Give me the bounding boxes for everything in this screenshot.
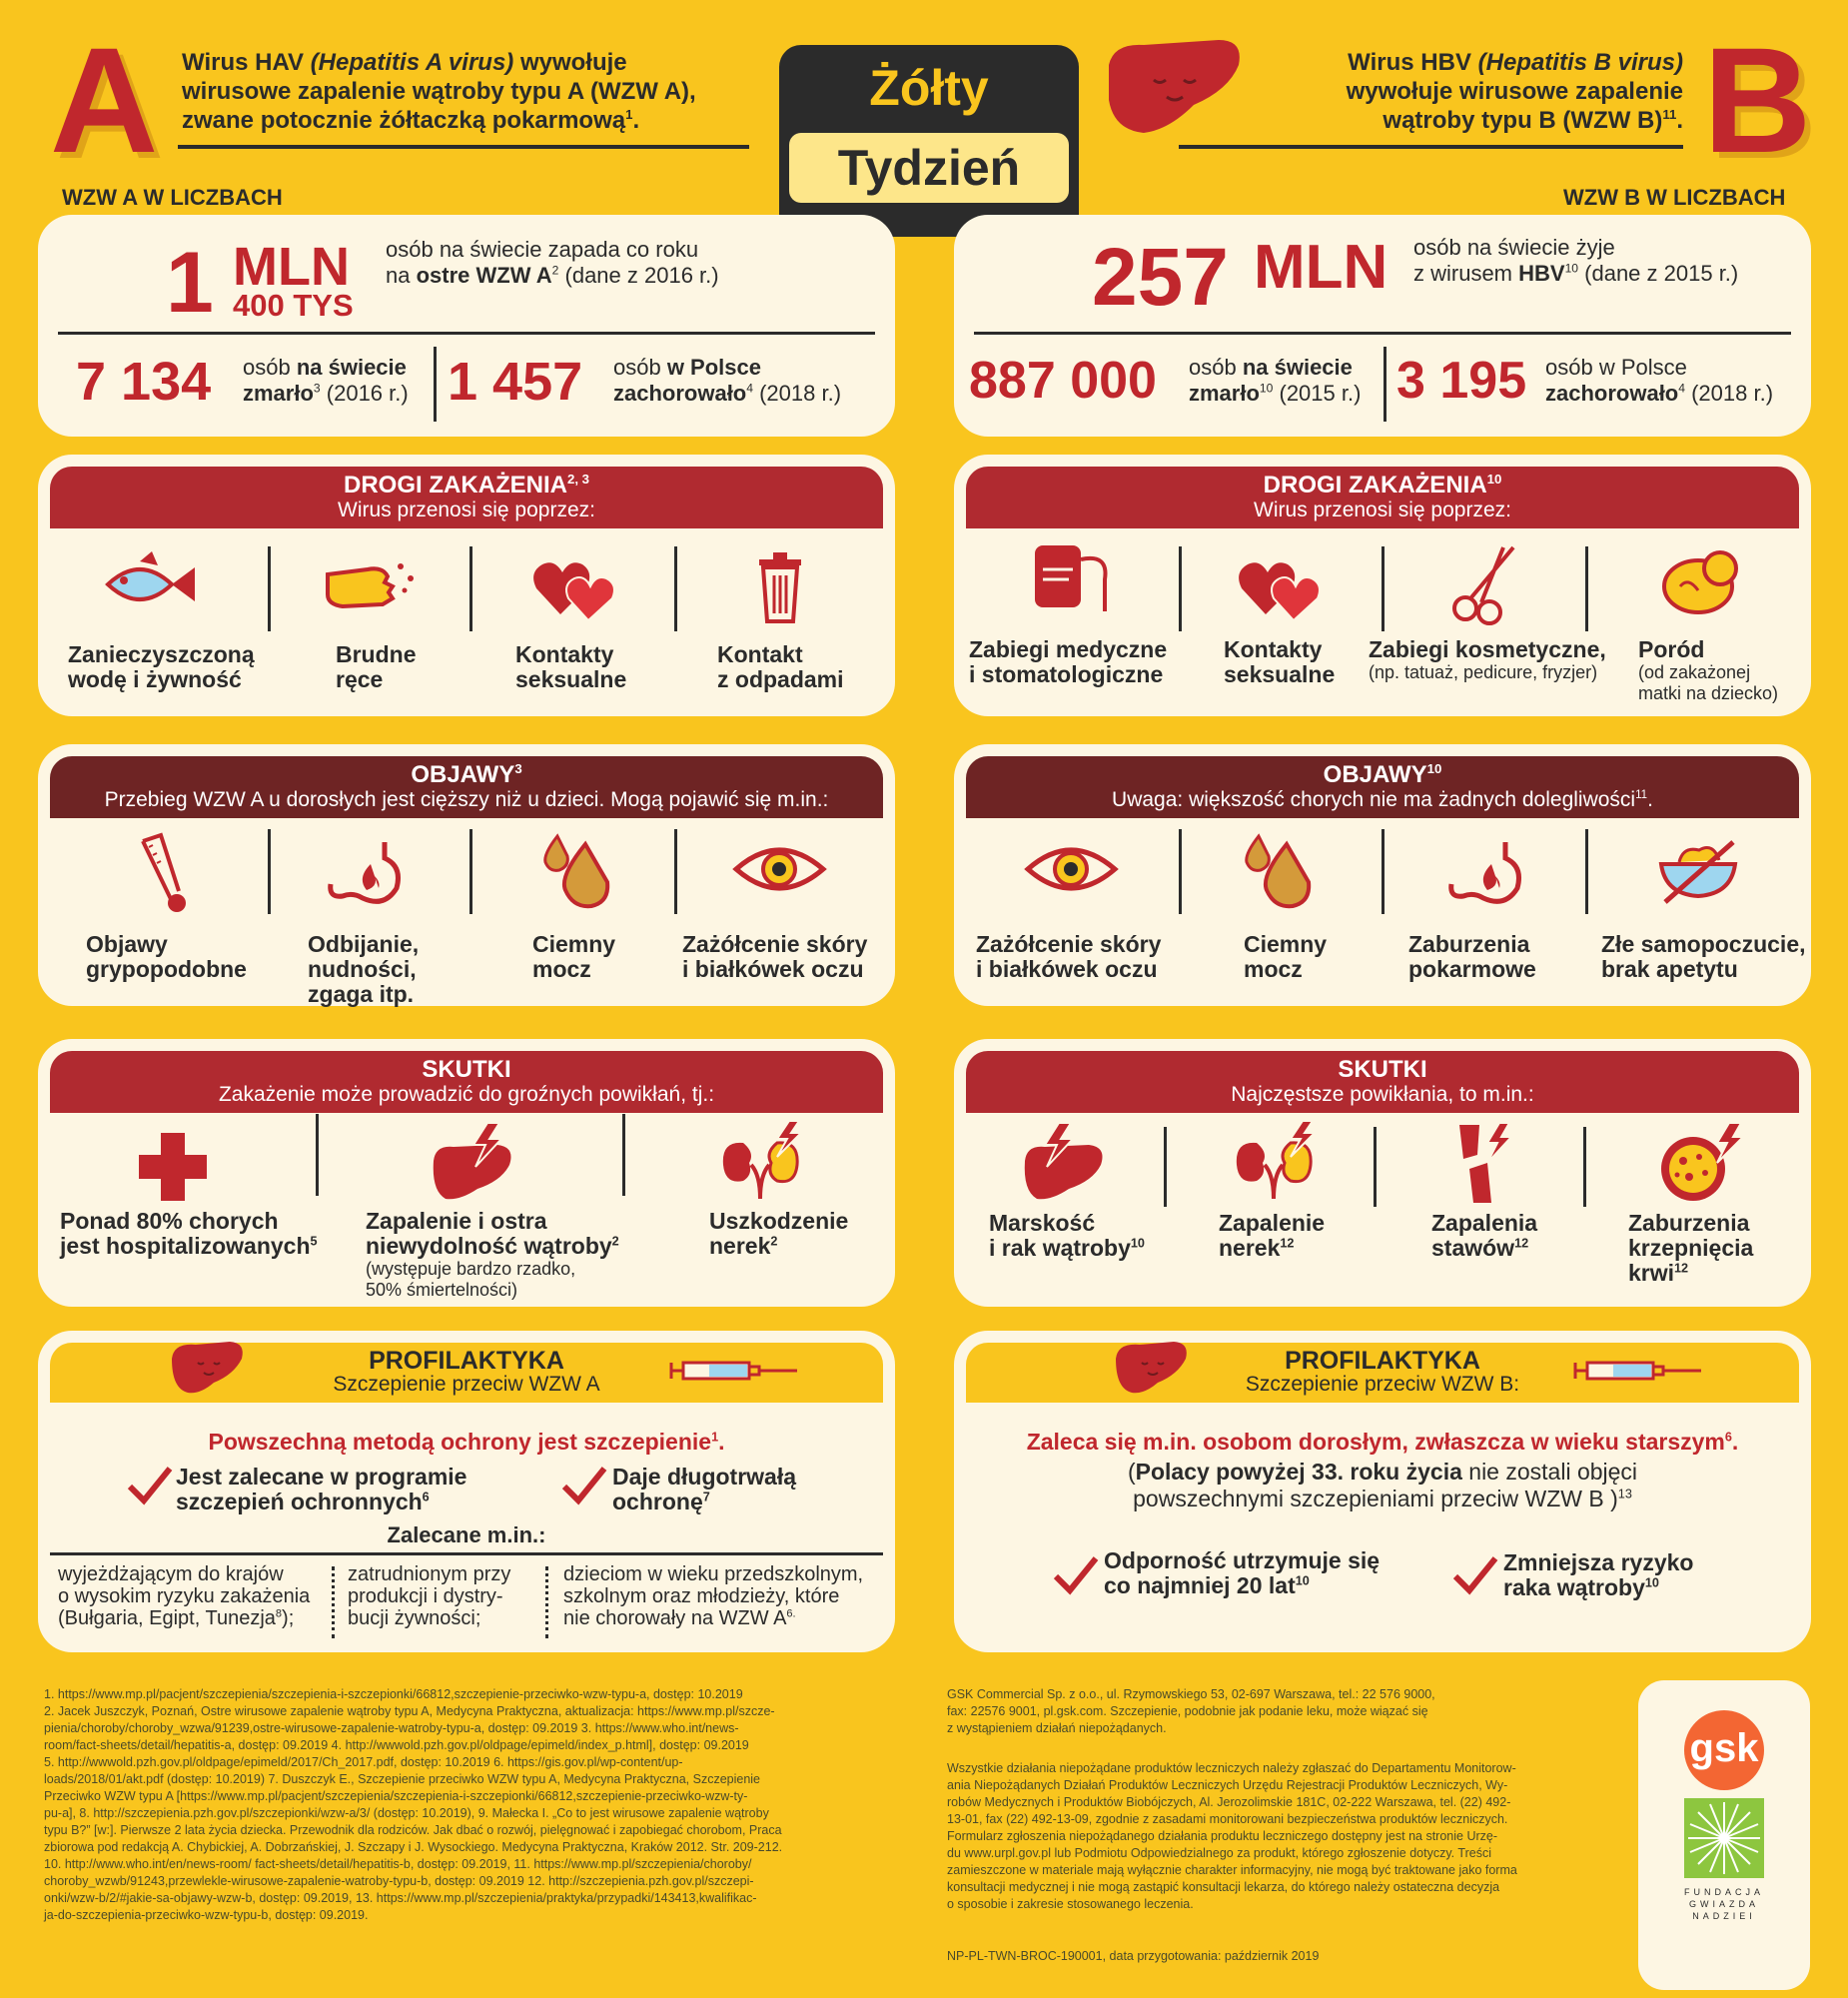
intro-hav: Wirus HAV (Hepatitis A virus) wywołuje wirusowe zapalenie wątroby typu A (WZW A), zwane potocznie żółtaczką pokarmową$^1$.	[182, 49, 696, 134]
syringe-icon	[669, 1353, 799, 1389]
blood-bag-icon	[1029, 539, 1119, 619]
header-rule-left	[178, 145, 749, 149]
refs-line: choroby_wzwb/91243,przewlekle-wirusowe-zapalenie-watroby-typu-b, dostęp: 09.2019 12. http://szczepienia.pzh.gov.pl/szczepi-	[44, 1874, 754, 1888]
routes-a-subtitle: Wirus przenosi się poprzez:	[338, 499, 595, 521]
kidneys-icon	[1229, 1119, 1329, 1204]
prevention-b-subtitle: Szczepienie przeciw WZW B:	[1245, 1373, 1520, 1396]
divider	[622, 1114, 625, 1196]
prevention-b-headline: Zaleca się m.in. osobom dorosłym, zwłaszcza w wieku starszym$^6$.	[1026, 1429, 1739, 1455]
route-a-label-1: Zanieczyszczoną wodę i żywność	[68, 641, 255, 692]
route-a-label-2: Brudne ręce	[336, 641, 417, 692]
blood-cell-icon	[1653, 1121, 1753, 1206]
effect-b-label-1: Marskość i rak wątroby$^{10}$	[989, 1210, 1145, 1261]
stat-a-deaths-number: 7 134	[76, 352, 212, 412]
adverse-events-notice	[947, 1760, 1606, 1913]
medical-cross-icon	[133, 1127, 213, 1207]
stats-a-divider	[58, 332, 875, 335]
prevention-a-rule	[50, 1552, 883, 1555]
symptoms-b-band: OBJAWY$^{10}$ Uwaga: większość chorych nie ma żadnych dolegliwości$^{11}$.	[966, 756, 1799, 818]
syringe-icon	[1573, 1353, 1703, 1389]
eye-icon	[732, 839, 827, 899]
symptoms-a-title: OBJAWY	[411, 761, 515, 788]
title-top: Żółty	[869, 60, 989, 116]
effects-b-subtitle: Najczęstsze powikłania, to m.in.:	[1231, 1083, 1534, 1106]
hearts-icon	[1236, 554, 1326, 624]
divider	[332, 1566, 335, 1638]
no-food-bowl-icon	[1653, 836, 1743, 906]
divider	[316, 1114, 319, 1196]
effect-b-label-3: Zapalenia stawów$^{12}$	[1431, 1210, 1538, 1261]
prevention-b-title: PROFILAKTYKA	[1285, 1347, 1480, 1375]
symptom-a-label-2: Odbijanie, nudności, zgaga itp.	[308, 931, 420, 1007]
drops-icon	[1239, 832, 1319, 912]
logos-card	[1638, 1680, 1810, 1990]
scissors-icon	[1443, 542, 1523, 627]
divider	[268, 829, 271, 914]
letter-b: B	[1703, 16, 1812, 184]
adverse-line: zamieszczone w materiale mają wyłącznie charakter informacyjny, nie mogą być traktowane jako forma	[947, 1863, 1517, 1877]
title-bottom: Tydzień	[789, 133, 1069, 203]
routes-b-subtitle: Wirus przenosi się poprzez:	[1254, 499, 1511, 521]
liver-mascot-icon	[1112, 1337, 1192, 1397]
liver-lightning-icon	[1019, 1121, 1119, 1206]
trash-can-icon	[755, 549, 805, 624]
divider	[1585, 546, 1588, 631]
company-line: GSK Commercial Sp. z o.o., ul. Rzymowskiego 53, 02-697 Warszawa, tel.: 22 576 9000,	[947, 1687, 1435, 1701]
fundacja-logo-icon	[1684, 1798, 1764, 1878]
stat-b-deaths-number: 887 000	[969, 352, 1157, 410]
checkmark-icon	[1052, 1552, 1100, 1596]
divider	[469, 546, 472, 631]
stomach-icon	[1443, 836, 1533, 911]
symptom-b-label-2: Ciemny mocz	[1244, 931, 1328, 982]
stats-card-a	[38, 215, 895, 437]
prevention-a-recommended: Zalecane m.in.:	[387, 1522, 546, 1547]
adverse-line: 13-01, fax (22) 492-13-09, zgodnie z zasadami monitorowani bezpieczeństwa produktów leczniczych.	[947, 1812, 1508, 1826]
stats-card-b	[954, 215, 1811, 437]
liver-lightning-icon	[428, 1121, 527, 1206]
symptoms-card-a	[38, 744, 895, 1006]
effect-a-label-3: Uszkodzenie nerek$^2$	[709, 1208, 849, 1259]
effects-card-a	[38, 1039, 895, 1307]
prevention-b-note: (Polacy powyżej 33. roku życia nie zostali objęci powszechnymi szczepieniami przeciw WZW B )$^{13}$	[1127, 1459, 1638, 1511]
stat-b-poland-number: 3 195	[1396, 352, 1527, 410]
prevention-a-headline: Powszechną metodą ochrony jest szczepienie$^1$.	[208, 1429, 725, 1455]
divider	[674, 829, 677, 914]
divider	[545, 1566, 548, 1638]
divider	[469, 829, 472, 914]
document-code: NP-PL-TWN-BROC-190001, data przygotowania: październik 2019	[947, 1949, 1320, 1963]
effects-a-title: SKUTKI	[422, 1056, 511, 1083]
routes-card-b	[954, 455, 1811, 716]
symptoms-card-b	[954, 744, 1811, 1006]
divider	[1583, 1127, 1586, 1207]
effects-b-band	[966, 1051, 1799, 1113]
refs-line: Przeciwko WZW typu A [https://www.mp.pl/pacjent/szczepienia/szczepienia-i-szczepionki/66812,szczepienie-przeciwko-wzw-ty-	[44, 1789, 748, 1803]
eye-icon	[1024, 839, 1119, 899]
refs-line: pu-a], 8. http://szczepienia.pzh.gov.pl/szczepionki/wzw-a/3/ (dostęp: 10.2019), 9. Małecka I. „Co to jest wirusowe zapalenie wątroby	[44, 1806, 769, 1820]
symptoms-b-subtitle: Uwaga: większość chorych nie ma żadnych dolegliwości$^{11}$.	[1112, 788, 1653, 811]
joint-icon	[1443, 1119, 1523, 1209]
routes-a-title: DROGI ZAKAŻENIA	[344, 472, 567, 499]
route-b-label-1: Zabiegi medyczne i stomatologiczne	[969, 636, 1168, 687]
letter-a: A	[50, 16, 159, 184]
hearts-icon	[530, 554, 620, 624]
refs-line: loads/2018/01/akt.pdf (dostęp: 10.2019) 7. Duszczyk E., Szczepienie przeciwko WZW typu A, Medycyna Praktyczna, Szczepienie	[44, 1772, 761, 1786]
divider	[1585, 829, 1588, 914]
route-a-label-4: Kontakt z odpadami	[717, 641, 844, 692]
routes-b-band: DROGI ZAKAŻENIA$^{10}$ Wirus przenosi się poprzez:	[966, 467, 1799, 528]
stat-a-main-unit: MLN	[233, 237, 350, 297]
symptoms-b-title: OBJAWY	[1323, 761, 1427, 788]
checkmark-icon	[560, 1463, 608, 1506]
divider	[1179, 546, 1182, 631]
symptoms-a-subtitle: Przebieg WZW A u dorosłych jest cięższy niż u dzieci. Mogą pojawić się m.in.:	[104, 788, 829, 811]
divider	[1382, 829, 1385, 914]
routes-card-a	[38, 455, 895, 716]
prevention-a-list-2: zatrudnionym przy produkcji i dystry- bucji żywności;	[348, 1563, 511, 1629]
kidneys-icon	[715, 1119, 815, 1204]
adverse-line: robów Medycznych i Produktów Biobójczych, Al. Jerozolimskie 181C, 02-222 Warszawa, tel. (22) 492-	[947, 1795, 1511, 1809]
stats-b-vdivider	[1384, 347, 1386, 422]
baby-icon	[1658, 546, 1748, 616]
prevention-card-b	[954, 1331, 1811, 1652]
symptom-b-label-3: Zaburzenia pokarmowe	[1408, 931, 1536, 982]
stats-b-divider	[974, 332, 1791, 335]
stat-a-poland-text: osób w Polsce zachorowało$^4$ (2018 r.)	[613, 355, 842, 406]
stat-a-main-number: 1	[166, 235, 214, 331]
effect-a-label-2: Zapalenie i ostra niewydolność wątroby$^2$ (występuje bardzo rzadko, 50% śmiertelności)	[366, 1208, 619, 1300]
stat-b-main-text: osób na świecie żyje z wirusem HBV$^{10}$ (dane z 2015 r.)	[1413, 235, 1739, 286]
checkmark-icon	[1451, 1552, 1499, 1596]
effects-b-title: SKUTKI	[1338, 1056, 1427, 1083]
stat-b-main-number: 257	[1092, 232, 1229, 323]
refs-line: 1. https://www.mp.pl/pacjent/szczepienia/szczepienia-i-szczepionki/66812,szczepienie-przeciwko-wzw-typu-a, dostęp: 10.2019	[44, 1687, 743, 1701]
divider	[268, 546, 271, 631]
route-a-label-3: Kontakty seksualne	[515, 641, 627, 692]
company-line: z wystąpieniem działań niepożądanych.	[947, 1721, 1167, 1735]
effects-card-b	[954, 1039, 1811, 1307]
gsk-logo: gsk	[1684, 1710, 1764, 1790]
effects-a-band	[50, 1051, 883, 1113]
adverse-line: du www.urpl.gov.pl lub Podmiotu Odpowiedzialnego za produkt, którego zgłoszenie dotyczy. Treści	[947, 1846, 1491, 1860]
stats-a-vdivider	[434, 347, 437, 422]
company-line: fax: 22576 9001, pl.gsk.com. Szczepienie, podobnie jak podanie leku, może wiązać się	[947, 1704, 1428, 1718]
intro-hbv: Wirus HBV (Hepatitis B virus) wywołuje wirusowe zapalenie wątroby typu B (WZW B)$^{11}$.	[1346, 49, 1683, 134]
adverse-line: Wszystkie działania niepożądane produktów leczniczych należy zgłaszać do Departamentu Monitorow-	[947, 1761, 1516, 1775]
stat-b-main-unit: MLN	[1254, 233, 1388, 302]
divider	[1382, 546, 1385, 631]
refs-line: room/fact-sheets/detail/hepatitis-a, dostęp: 09.2019 4. http://wwwold.pzh.gov.pl/oldpage/epimeld/index_p.html], dostęp: 09.2019	[44, 1738, 749, 1752]
effect-b-label-4: Zaburzenia krzepnięcia krwi$^{12}$	[1628, 1210, 1754, 1286]
adverse-line: Formularz zgłoszenia niepożądanego działania produktu leczniczego dostępny jest na stronie Urzę-	[947, 1829, 1498, 1843]
divider	[1374, 1127, 1377, 1207]
symptom-a-label-3: Ciemny mocz	[532, 931, 616, 982]
refs-line: pienia/choroby/choroby_wzwa/91239,ostre-wirusowe-zapalenie-watroby-typu-a, dostęp: 09.2019 3. https://www.who.int/news-	[44, 1721, 739, 1735]
prevention-b-check-2: Zmniejsza ryzyko raka wątroby$^{10}$	[1503, 1549, 1694, 1600]
dirty-hand-icon	[323, 554, 423, 614]
refs-line: 10. http://www.who.int/en/news-room/ fact-sheets/detail/hepatitis-b, dostęp: 09.2019, 11. https://www.mp.pl/szczepienia/choroby/	[44, 1857, 752, 1871]
prevention-card-a	[38, 1331, 895, 1652]
section-label-b: WZW B W LICZBACH	[1563, 185, 1786, 210]
stat-b-deaths-text: osób na świecie zmarło$^{10}$ (2015 r.)	[1189, 355, 1362, 406]
symptom-b-label-4: Złe samopoczucie, brak apetytu	[1601, 931, 1806, 982]
refs-line: zbiorowa pod redakcją A. Chybickiej, A. Dobrzańskiej, J. Szczapy i J. Wysockiego. Medycyna Praktyczna, Kraków 2012. Str. 209-212.	[44, 1840, 783, 1854]
prevention-a-check-2: Daje długotrwałą ochronę$^7$	[612, 1464, 797, 1514]
fundacja-logo-text: FUNDACJA GWIAZDA NADZIEI	[1683, 1887, 1764, 1921]
stat-a-main-sub: 400 TYS	[233, 288, 354, 323]
refs-line: 2. Jacek Juszczyk, Poznań, Ostre wirusowe zapalenie wątroby typu A, Medycyna Praktyczna, aktualizacja: https://www.mp.pl/szcze-	[44, 1704, 775, 1718]
route-b-label-2: Kontakty seksualne	[1224, 636, 1336, 687]
refs-line: typu B?” [w:]. Pierwsze 2 lata życia dziecka. Przewodnik dla rodziców. Jak dbać o rozwój, pielęgnować i zapobiegać chorobom, Praca	[44, 1823, 782, 1837]
symptoms-a-band: OBJAWY$^3$ Przebieg WZW A u dorosłych jest cięższy niż u dzieci. Mogą pojawić się m.in.:	[50, 756, 883, 818]
divider	[1179, 829, 1182, 914]
section-label-a: WZW A W LICZBACH	[62, 185, 283, 210]
thermometer-icon	[133, 829, 193, 914]
stat-b-poland-text: osób w Polsce zachorowało$^4$ (2018 r.)	[1545, 355, 1774, 406]
refs-line: ja-do-szczepienia-przeciwko-wzw-typu-b, dostęp: 09.2019.	[44, 1908, 369, 1922]
route-b-label-4: Poród (od zakażonej matki na dziecko)	[1638, 636, 1779, 703]
stomach-icon	[323, 836, 413, 911]
effect-a-label-1: Ponad 80% chorych jest hospitalizowanych$^5$	[60, 1208, 318, 1259]
prevention-a-list-1: wyjeżdżającym do krajów o wysokim ryzyku zakażenia (Bułgaria, Egipt, Tunezja$^8$);	[58, 1563, 311, 1629]
divider	[1164, 1127, 1167, 1207]
routes-b-title: DROGI ZAKAŻENIA	[1263, 472, 1487, 499]
adverse-line: o sposobie i zakresie stosowanego leczenia.	[947, 1897, 1194, 1911]
company-info	[947, 1686, 1606, 1737]
symptom-b-label-1: Zażółcenie skóry i białkówek oczu	[976, 931, 1162, 982]
stat-a-poland-number: 1 457	[448, 352, 583, 412]
title-badge	[779, 45, 1079, 237]
symptom-a-label-4: Zażółcenie skóry i białkówek oczu	[682, 931, 868, 982]
refs-line: onki/wzw-b/2/#jakie-sa-objawy-wzw-b, dostęp: 09.2019, 13. https://www.mp.pl/szczepienia/praktyka/przypadki/143413,kwalifikac-	[44, 1891, 757, 1905]
symptom-a-label-1: Objawy grypopodobne	[86, 931, 247, 982]
adverse-line: ania Niepożądanych Działań Produktów Leczniczych Urzędu Rejestracji Produktów Leczniczych, Wy-	[947, 1778, 1508, 1792]
fish-icon	[100, 549, 200, 619]
liver-mascot-icon	[168, 1337, 248, 1397]
routes-a-band: DROGI ZAKAŻENIA$^{2, 3}$ Wirus przenosi się poprzez:	[50, 467, 883, 528]
refs-line: 5. http://wwwold.pzh.gov.pl/oldpage/epimeld/2017/Ch_2017.pdf, dostęp: 10.2019 6. https://gis.gov.pl/wp-content/up-	[44, 1755, 683, 1769]
prevention-a-subtitle: Szczepienie przeciw WZW A	[333, 1373, 600, 1396]
prevention-b-check-1: Odporność utrzymuje się co najmniej 20 lat$^{10}$	[1104, 1547, 1381, 1598]
header-rule-right	[1179, 145, 1683, 149]
prevention-a-check-1: Jest zalecane w programie szczepień ochronnych$^6$	[176, 1464, 467, 1514]
adverse-line: konsultacji medycznej i nie mogą zastąpić konsultacji lekarza, do którego należy ostateczna decyzja	[947, 1880, 1500, 1894]
references	[44, 1686, 903, 1924]
effect-b-label-2: Zapalenie nerek$^{12}$	[1219, 1210, 1326, 1261]
route-b-label-3: Zabiegi kosmetyczne, (np. tatuaż, pedicure, fryzjer)	[1369, 636, 1606, 682]
prevention-a-list-3: dzieciom w wieku przedszkolnym, szkolnym oraz młodzieży, które nie chorowały na WZW $A^{6.}$	[563, 1563, 864, 1629]
checkmark-icon	[126, 1463, 174, 1506]
stat-a-deaths-text: osób na świecie zmarło$^3$ (2016 r.)	[243, 355, 409, 406]
drops-icon	[537, 832, 617, 912]
effects-a-subtitle: Zakażenie może prowadzić do groźnych powikłań, tj.:	[218, 1083, 715, 1106]
divider	[674, 546, 677, 631]
stat-a-main-text: osób na świecie zapada co roku na ostre WZW $A^2$ (dane z 2016 r.)	[386, 237, 719, 288]
prevention-a-title: PROFILAKTYKA	[369, 1347, 564, 1375]
